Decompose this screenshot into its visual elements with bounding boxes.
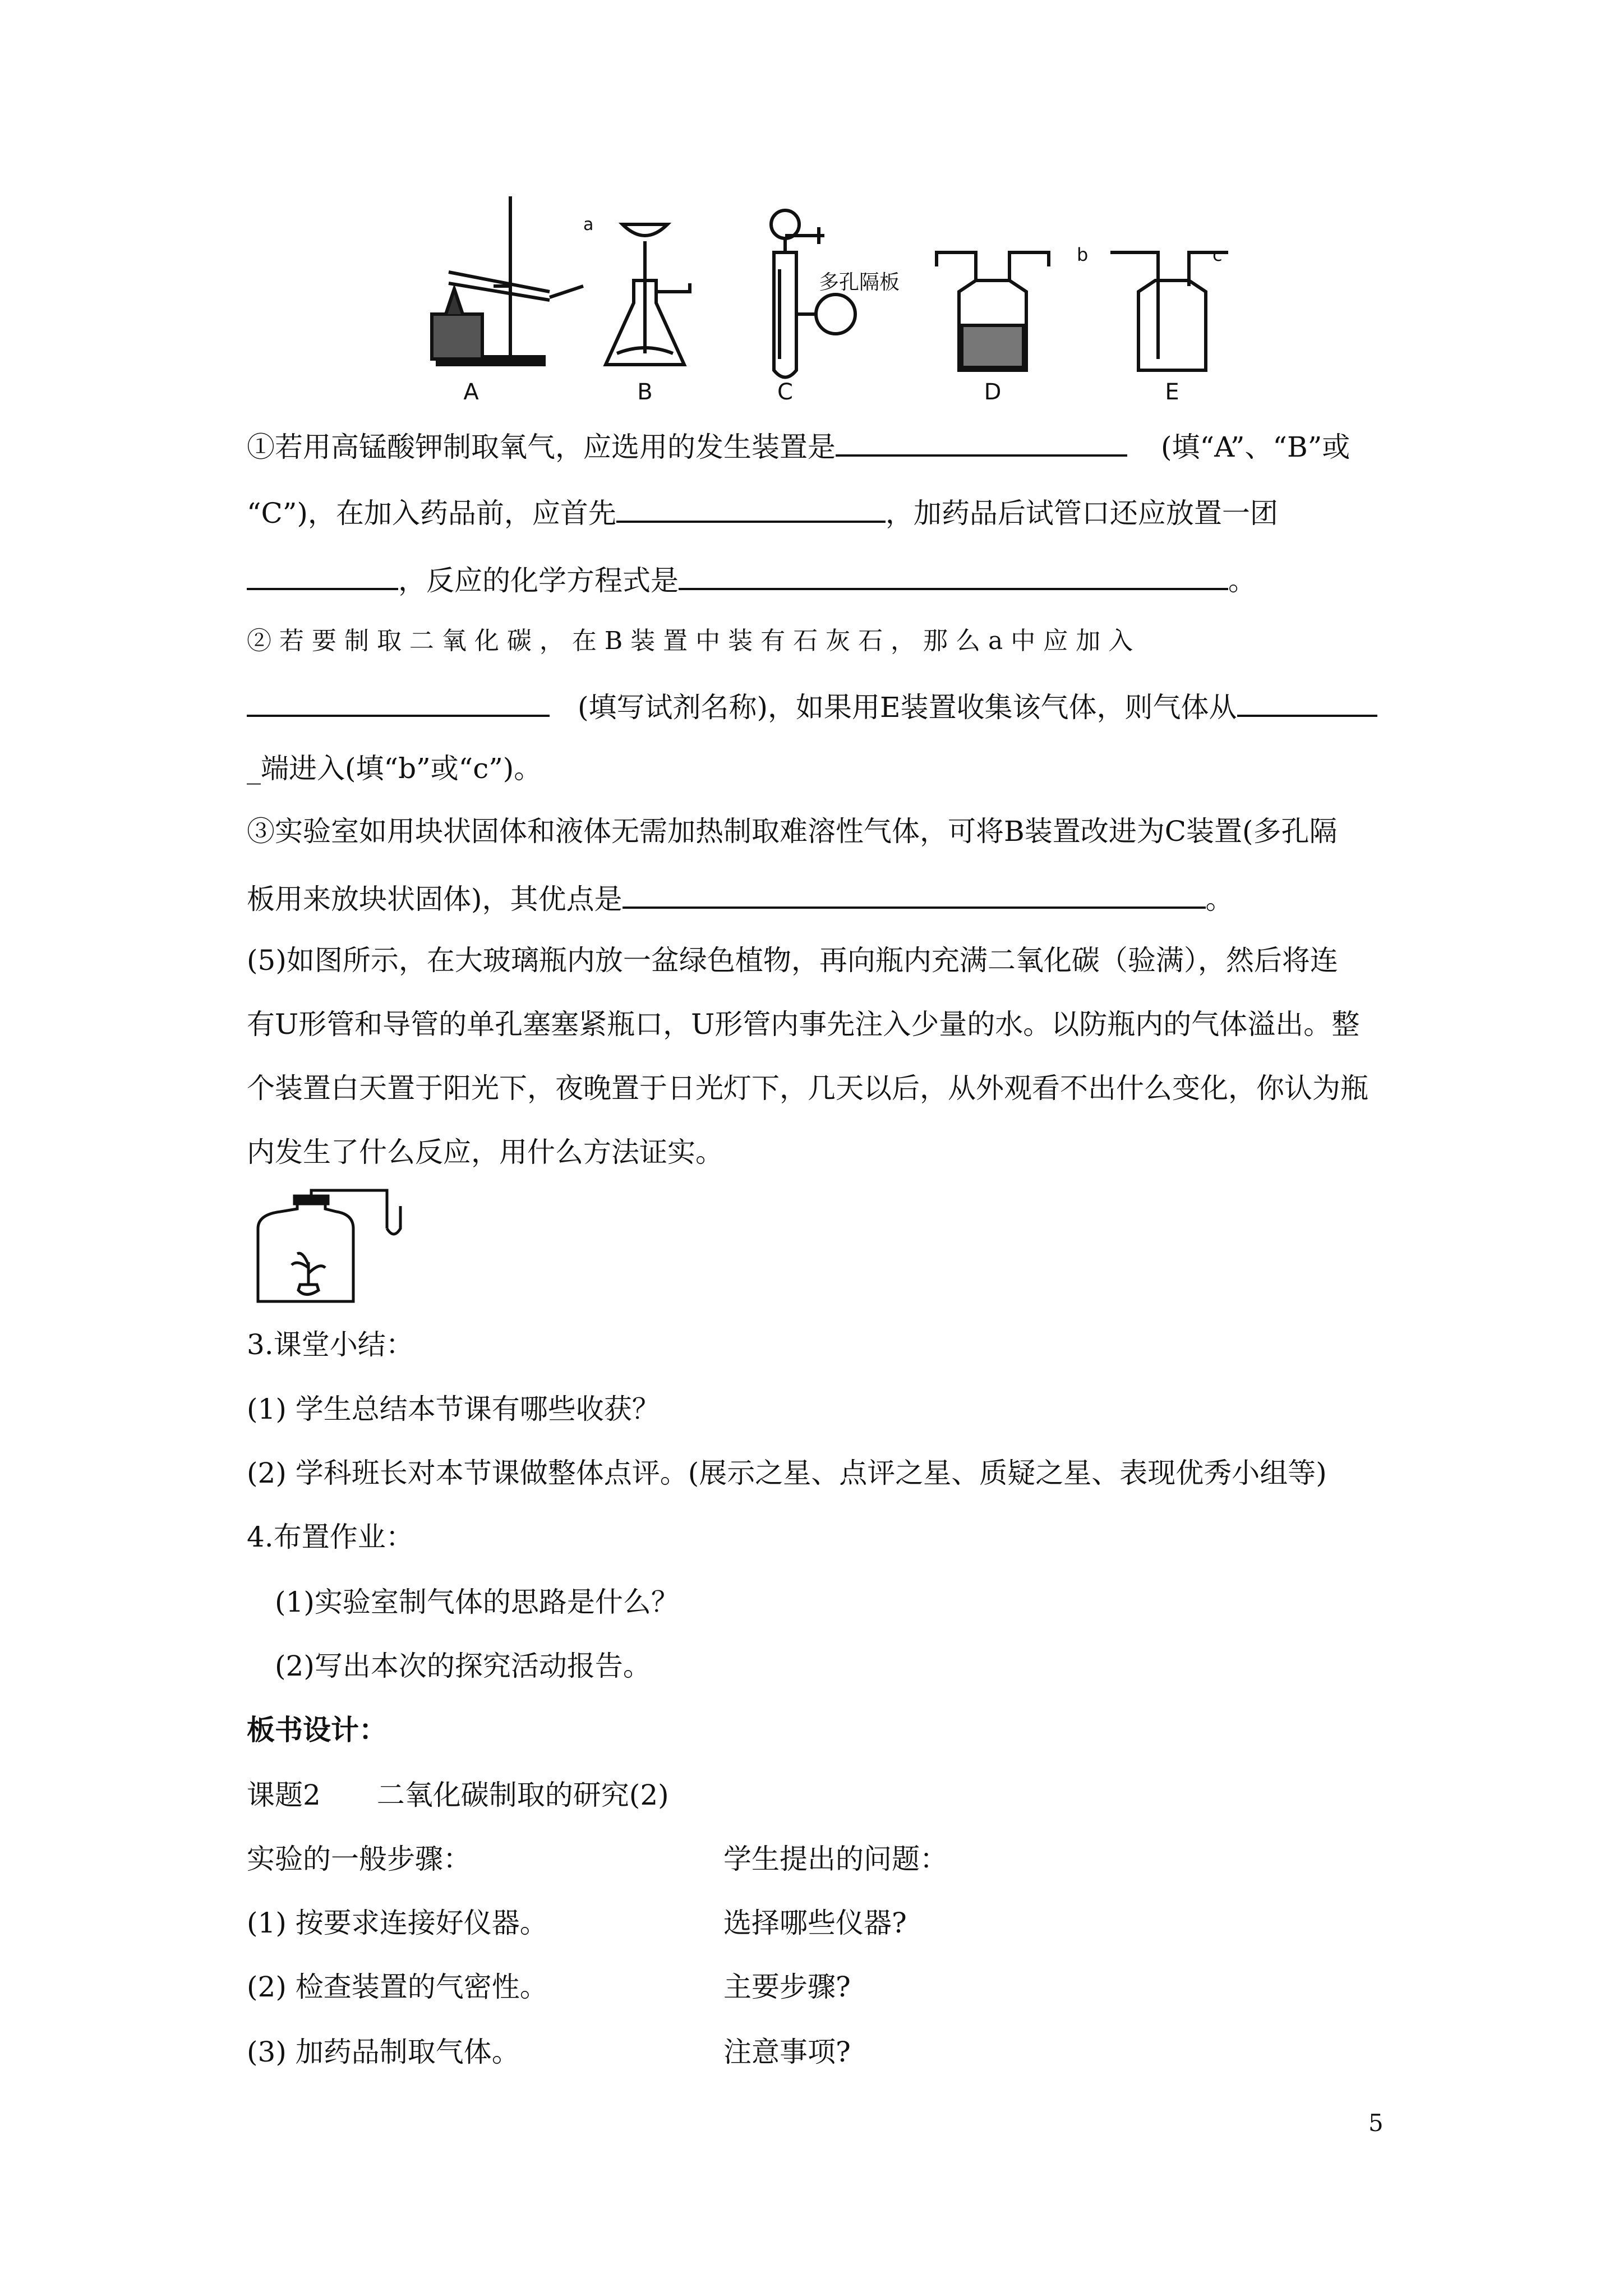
summary-item-1-text: (1) 学生总结本节课有哪些收获？ xyxy=(247,1393,660,1425)
q5-text-3: 个装置白天置于阳光下，夜晚置于日光灯下，几天以后，从外观看不出什么变化，你认为瓶 xyxy=(247,1072,1368,1105)
board-heading-text: 板书设计： xyxy=(247,1713,387,1746)
board-question-3: 注意事项? xyxy=(723,2036,851,2068)
label-a: A xyxy=(463,379,479,404)
homework-item-1 xyxy=(275,1585,679,1619)
board-step-3: (3) 加药品制取气体。 xyxy=(247,2036,520,2068)
q2-blank-port[interactable] xyxy=(1237,688,1377,717)
board-topic-text: 课题2 二氧化碳制取的研究(2) xyxy=(247,1779,669,1811)
q1-line-3 xyxy=(247,561,1256,597)
homework-item-1-text: (1)实验室制气体的思路是什么？ xyxy=(275,1586,679,1618)
board-step-1: (1) 按要求连接好仪器。 xyxy=(247,1907,548,1939)
q2-line3: _端进入(填“b”或“c”)。 xyxy=(247,752,542,785)
q1-line-2 xyxy=(247,494,1278,530)
summary-item-2 xyxy=(247,1456,1327,1490)
homework-heading xyxy=(247,1520,414,1554)
q1-blank-device[interactable] xyxy=(836,427,1127,457)
q1-line2-start: “C”)，在加入药品前，应首先 xyxy=(247,497,616,530)
homework-item-2-text: (2)写出本次的探究活动报告。 xyxy=(275,1650,651,1682)
summary-item-2-text: (2) 学科班长对本节课做整体点评。(展示之星、点评之星、质疑之星、表现优秀小组等) xyxy=(247,1457,1327,1489)
q1-blank-equation[interactable] xyxy=(679,561,1228,590)
board-right-header-text: 学生提出的问题： xyxy=(723,1843,948,1875)
port-c-label: c xyxy=(1212,244,1223,265)
q3-line1: ③实验室如用块状固体和液体无需加热制取难溶性气体，可将B装置改进为C装置(多孔隔 xyxy=(247,815,1338,848)
porous-plate-callout: 多孔隔板 xyxy=(819,271,900,294)
board-step-2: (2) 检查装置的气密性。 xyxy=(247,1971,548,2003)
q2-line-1 xyxy=(247,623,1133,658)
q5-line-2 xyxy=(247,1007,1359,1041)
q1-line3-end: 。 xyxy=(1228,564,1256,597)
apparatus-figure xyxy=(393,191,1234,404)
board-left-header xyxy=(247,1842,471,1876)
board-row-1-right xyxy=(723,1906,907,1940)
board-question-2: 主要步骤? xyxy=(723,1971,851,2003)
board-heading xyxy=(247,1713,387,1747)
q3-line-1 xyxy=(247,815,1338,848)
q1-blank-cotton[interactable] xyxy=(247,561,398,590)
board-row-1-left xyxy=(247,1906,548,1940)
q5-text-4: 内发生了什么反应，用什么方法证实。 xyxy=(247,1136,723,1168)
plant-bottle-figure xyxy=(247,1184,426,1307)
q5-line-4 xyxy=(247,1135,723,1169)
label-c: C xyxy=(777,379,793,404)
board-topic xyxy=(247,1778,669,1812)
summary-item-1 xyxy=(247,1392,660,1426)
q5-text-2: 有U形管和导管的单孔塞塞紧瓶口，U形管内事先注入少量的水。以防瓶内的气体溢出。整 xyxy=(247,1008,1360,1041)
q2-blank-reagent[interactable] xyxy=(247,688,550,717)
q1-seg2: (填“A”、“B”或 xyxy=(1161,431,1350,463)
homework-heading-text: 4.布置作业： xyxy=(247,1521,414,1553)
port-b-label: b xyxy=(1077,244,1089,265)
label-d: D xyxy=(984,379,1002,404)
q1-line-1 xyxy=(247,427,1350,464)
port-a-label: a xyxy=(583,215,594,234)
label-b: B xyxy=(637,379,653,404)
board-row-3-left xyxy=(247,2035,520,2069)
q5-line-3 xyxy=(247,1071,1368,1105)
q1-line2-end: ，加药品后试管口还应放置一团 xyxy=(885,497,1278,530)
q2-line-3 xyxy=(247,752,542,785)
q5-line-1 xyxy=(247,944,1338,977)
board-left-header-text: 实验的一般步骤： xyxy=(247,1843,471,1875)
q3-blank-advantage[interactable] xyxy=(623,880,1206,909)
page-number xyxy=(1368,2106,1384,2140)
page-number-text: 5 xyxy=(1368,2109,1384,2137)
summary-heading xyxy=(247,1328,414,1361)
board-question-1: 选择哪些仪器? xyxy=(723,1907,907,1939)
homework-item-2 xyxy=(275,1649,651,1683)
q1-blank-check[interactable] xyxy=(616,494,886,523)
board-row-3-right xyxy=(723,2035,851,2069)
q1-seg1: ①若用高锰酸钾制取氧气，应选用的发生装置是 xyxy=(247,431,836,463)
q5-text-1: (5)如图所示，在大玻璃瓶内放一盆绿色植物，再向瓶内充满二氧化碳（验满），然后将连 xyxy=(247,944,1338,977)
q1-line3-mid: ，反应的化学方程式是 xyxy=(398,564,679,597)
q3-line2-end: 。 xyxy=(1205,883,1234,915)
label-e: E xyxy=(1165,379,1179,404)
board-right-header xyxy=(723,1842,948,1876)
q2-line1: ② 若 要 制 取 二 氧 化 碳 ， 在 B 装 置 中 装 有 石 灰 石 ， 那 么 a 中 应 加 入 xyxy=(247,627,1133,655)
q2-line2-mid: (填写试剂名称)，如果用E装置收集该气体，则气体从 xyxy=(578,691,1237,724)
board-row-2-left xyxy=(247,1970,548,2004)
board-row-2-right xyxy=(723,1970,851,2004)
q2-line-2 xyxy=(247,688,1377,724)
summary-heading-text: 3.课堂小结： xyxy=(247,1328,414,1361)
q3-line2-start: 板用来放块状固体)，其优点是 xyxy=(247,883,623,915)
q3-line-2 xyxy=(247,880,1234,916)
